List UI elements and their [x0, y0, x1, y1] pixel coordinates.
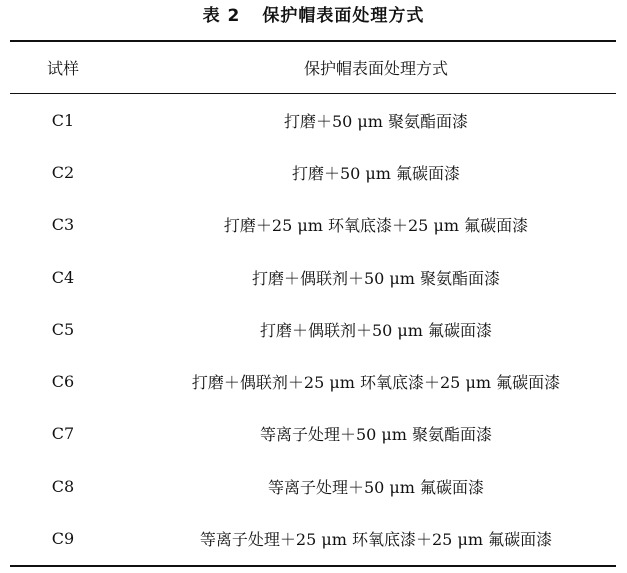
table-row	[10, 303, 616, 355]
table-number: 表 2	[202, 6, 241, 26]
method-cell: 打磨＋50 μm 氟碳面漆	[291, 163, 461, 183]
sample-cell: C5	[51, 319, 75, 339]
method-cell: 等离子处理＋50 μm 聚氨酯面漆	[259, 425, 493, 445]
method-cell: 打磨＋偶联剂＋50 μm 氟碳面漆	[259, 320, 493, 340]
table-body	[10, 94, 616, 565]
sample-cell: C1	[51, 110, 75, 130]
sample-cell: C3	[51, 215, 75, 235]
table-row	[10, 408, 616, 460]
table-row	[10, 199, 616, 251]
method-cell: 等离子处理＋25 μm 环氧底漆＋25 μm 氟碳面漆	[199, 530, 553, 550]
sample-cell: C6	[51, 372, 75, 392]
sample-cell: C7	[51, 424, 75, 444]
method-cell: 等离子处理＋50 μm 氟碳面漆	[267, 477, 485, 497]
table-header-row	[10, 42, 616, 93]
table-row	[10, 146, 616, 198]
sample-cell: C4	[51, 267, 75, 287]
sample-cell: C8	[51, 476, 75, 496]
table-row	[10, 94, 616, 146]
sample-cell: C9	[51, 529, 75, 549]
table-row	[10, 251, 616, 303]
header-method: 保护帽表面处理方式	[303, 59, 448, 78]
table-row	[10, 512, 616, 564]
method-cell: 打磨＋50 μm 聚氨酯面漆	[283, 111, 469, 131]
table-row	[10, 355, 616, 407]
method-cell: 打磨＋偶联剂＋50 μm 聚氨酯面漆	[251, 268, 501, 288]
header-sample: 试样	[46, 59, 79, 78]
table-caption	[0, 4, 627, 28]
sample-cell: C2	[51, 162, 75, 182]
table-title: 保护帽表面处理方式	[262, 6, 425, 26]
table-row	[10, 460, 616, 512]
method-cell: 打磨＋25 μm 环氧底漆＋25 μm 氟碳面漆	[223, 216, 529, 236]
method-cell: 打磨＋偶联剂＋25 μm 环氧底漆＋25 μm 氟碳面漆	[191, 373, 561, 393]
table-bottom-rule	[10, 565, 616, 567]
